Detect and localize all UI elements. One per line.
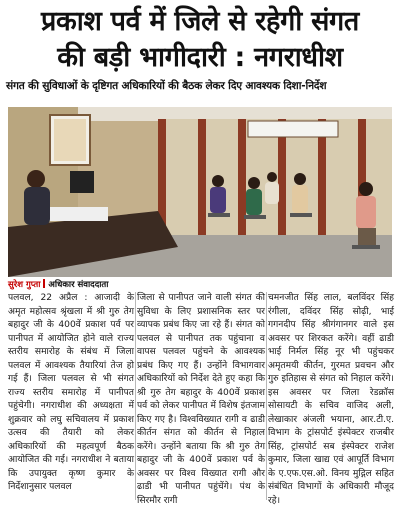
meeting-room-photo-illustration <box>8 107 392 277</box>
column-divider <box>135 292 136 500</box>
byline-separator <box>43 279 45 288</box>
article-column-1 <box>8 292 134 495</box>
article-column-3-text: चमनजीत सिंह लाल, बलविंदर सिंह रंगीला, दविंदर सिंह सोढ़ी, भाई गगनदीप सिंह श्रीगंगानगर वाले इस अवसर पर शिरकत करेंगे। वहीं ढाडी भाई निर्मल सिंह नूर भी पहुंचकर अमृतमयी कीर्तन, गुरमत प्रवचन और गुरु इतिहास से संगत को निहाल करेंगे। इस अवसर पर जिला रेडक्रॉस सोसायटी के सचिव वाजिद अली, लेखाकार अंजली भयाना, आर.टी.ए. विभाग के ट्रांसपोर्ट इंस्पेक्टर राजबीर सिंह, ट्रांसपोर्ट सब इंस्पेक्टर राजेश कुमार, जिला खाद्य एवं आपूर्ति विभाग के ए.एफ.एस.ओ. विनय मुद्गिल सहित संबंधित विभागों के अधिकारी मौजूद रहे। <box>268 293 394 506</box>
byline-name: सुरेश गुप्ता <box>8 280 41 290</box>
headline <box>6 4 394 76</box>
article-column-1-text: पलवल, 22 अप्रैल : आजादी के अमृत महोत्सव श्रृंखला में श्री गुरु तेग बहादुर जी के 400वें प्रकाश पर्व पर पानीपत में आयोजित होने वाले राज्य स्तरीय समारोह के संबंध में जिला पलवल में आवश्यक तैयारियां तेज हो गई हैं। जिला पलवल से भी संगत राज्य स्तरीय समारोह में पानीपत पहुंचेगी। नगराधीश की अध्यक्षता में शुक्रवार को लघु सचिवालय में प्रकाश उत्सव की तैयारी को लेकर अधिकारियों की महत्वपूर्ण बैठक आयोजित की गई। नगराधीश ने बताया कि उपायुक्त कृष्ण कुमार के निर्देशानुसार पलवल <box>8 293 134 492</box>
headline-line-1: प्रकाश पर्व में जिले से रहेगी संगत <box>40 6 360 37</box>
article-column-3 <box>268 292 394 508</box>
meeting-photo <box>8 107 392 277</box>
article-column-2-text: जिला से पानीपत जाने वाली संगत की सुविधा के लिए प्रशासनिक स्तर पर व्यापक प्रबंध किए जा रहे हैं। संगत को पलवल से पानीपत तक पहुंचाना व वापस पलवल पहुंचने के आवश्यक प्रबंध किए गए हैं। उन्होंने विभागवार अधिकारियों को निर्देश देते हुए कहा कि श्री गुरु तेग बहादुर के 400वें प्रकाश पर्व को लेकर पानीपत में विशेष इंतजाम किए गए है। विश्वविख्यात रागी व ढाडी कीर्तन संगत को कीर्तन से निहाल करेंगे। उन्होंने बताया कि श्री गुरु तेग बहादुर जी के 400वें प्रकाश पर्व के अवसर पर विश्व विख्यात रागी और ढाडी भी पानीपत पहुंचेंगे। पंथ के सिरमौर रागी <box>137 293 265 506</box>
article-column-2 <box>137 292 265 508</box>
column-divider <box>266 292 267 500</box>
byline-tag: अधिकार संवाददाता <box>48 280 109 290</box>
byline <box>8 278 392 292</box>
subheadline: संगत की सुविधाओं के दृष्टिगत अधिकारियों की बैठक लेकर दिए आवश्यक दिशा-निर्देश <box>6 80 327 92</box>
headline-line-2: की बड़ी भागीदारी : नगराधीश <box>57 42 343 73</box>
